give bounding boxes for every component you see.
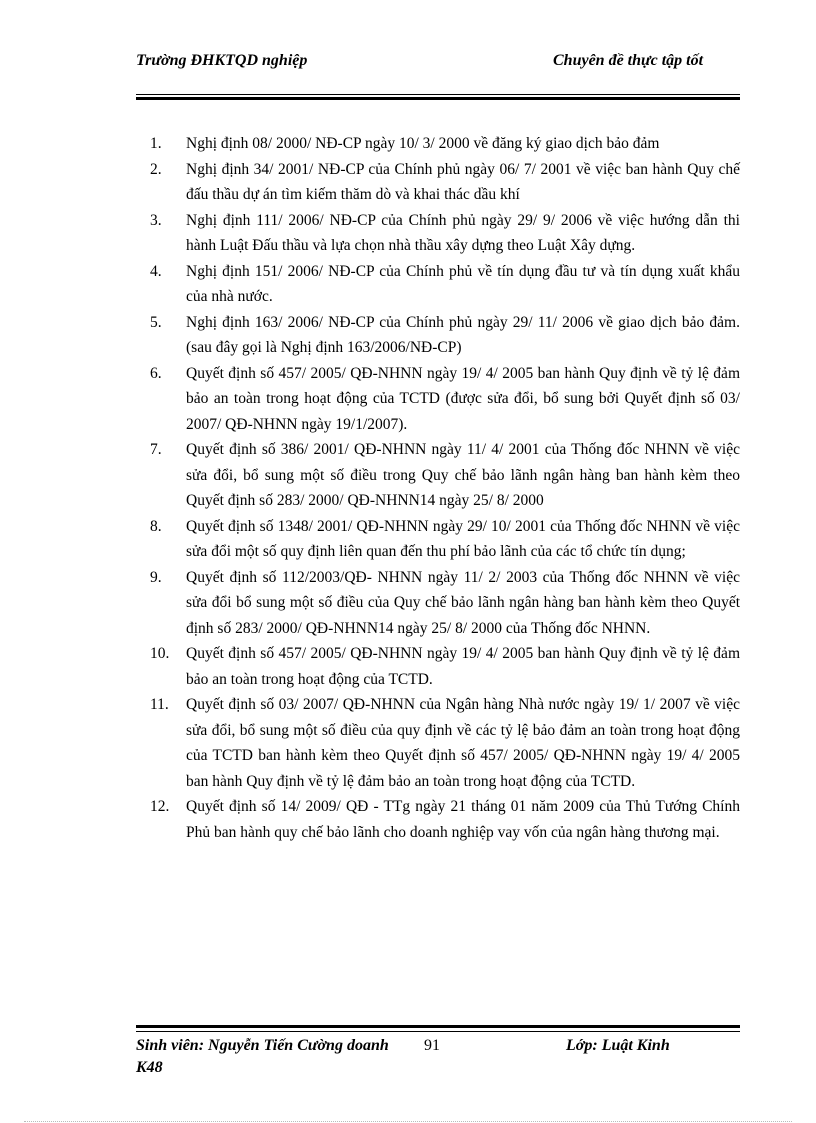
reference-text: Quyết định số 112/2003/QĐ- NHNN ngày 11/ 2/ 2003 của Thống đốc NHNN về việc sửa đổi bổ sung một số điều của Quy chế bảo lãnh ngân hàng ban hành kèm theo Quyết định số 283/ 2000/ QĐ-NHNN14 ngày 25/ 8/ 2000 của Thống đốc NHNN. xyxy=(186,568,740,637)
footer-class: Lớp: Luật Kinh xyxy=(566,1037,670,1054)
reference-text: Nghị định 163/ 2006/ NĐ-CP của Chính phủ ngày 29/ 11/ 2006 về giao dịch bảo đảm. (sau đây gọi là Nghị định 163/2006/NĐ-CP) xyxy=(186,313,740,356)
reference-number: 6. xyxy=(150,364,162,382)
reference-text: Quyết định số 03/ 2007/ QĐ-NHNN của Ngân hàng Nhà nước ngày 19/ 1/ 2007 về việc sửa đổi, bổ sung một số điều của quy định về các tỷ lệ bảo đảm an toàn trong hoạt động của TCTD ban hành kèm theo Quyết định số 457/ 2005/ QĐ-NHNN ngày 19/ 4/ 2005 ban hành Quy định về tỷ lệ đảm bảo an toàn trong hoạt động của TCTD. xyxy=(186,696,740,790)
reference-number: 12. xyxy=(150,798,170,815)
reference-text: Quyết định số 457/ 2005/ QĐ-NHNN ngày 19/ 4/ 2005 ban hành Quy định về tỷ lệ đảm bảo an toàn trong hoạt động của TCTD. xyxy=(186,645,740,688)
reference-text: Quyết định số 1348/ 2001/ QĐ-NHNN ngày 29/ 10/ 2001 của Thống đốc NHNN về việc sửa đổi một số quy định liên quan đến thu phí bảo lãnh của các tổ chức tín dụng; xyxy=(186,517,740,560)
reference-item xyxy=(150,208,740,259)
reference-text: Nghị định 08/ 2000/ NĐ-CP ngày 10/ 3/ 2000 về đăng ký giao dịch bảo đảm xyxy=(186,135,660,152)
footer-rule-thick xyxy=(136,1025,740,1028)
reference-number: 3. xyxy=(150,211,162,229)
reference-number: 8. xyxy=(150,517,162,535)
page-bottom-divider xyxy=(24,1121,792,1122)
reference-item xyxy=(150,514,740,565)
reference-item xyxy=(150,641,740,692)
reference-item xyxy=(150,437,740,514)
reference-item xyxy=(150,259,740,310)
reference-text: Nghị định 111/ 2006/ NĐ-CP của Chính phủ ngày 29/ 9/ 2006 về việc hướng dẫn thi hành Luật Đấu thầu và lựa chọn nhà thầu xây dựng theo Luật Xây dựng. xyxy=(186,211,740,254)
reference-text: Quyết định số 386/ 2001/ QĐ-NHNN ngày 11/ 4/ 2001 của Thống đốc NHNN về việc sửa đổi, bổ sung một số điều trong Quy chế bảo lãnh ngân hàng ban hành kèm theo Quyết định số 283/ 2000/ QĐ-NHNN14 ngày 25/ 8/ 2000 xyxy=(186,441,740,509)
reference-number: 5. xyxy=(150,313,162,331)
footer-rule-thin xyxy=(136,1031,740,1032)
reference-text: Quyết định số 457/ 2005/ QĐ-NHNN ngày 19/ 4/ 2005 ban hành Quy định về tỷ lệ đảm bảo an toàn trong hoạt động của TCTD (được sửa đổi, bổ sung bởi Quyết định số 03/ 2007/ QĐ-NHNN ngày 19/1/2007). xyxy=(186,364,740,433)
reference-item xyxy=(150,361,740,438)
header-left-text: Trường ĐHKTQD nghiệp xyxy=(136,52,308,69)
header-rule-thin xyxy=(136,94,740,95)
reference-item xyxy=(150,692,740,794)
reference-number: 11. xyxy=(150,696,169,713)
reference-number: 10. xyxy=(150,645,170,662)
reference-list xyxy=(150,131,740,845)
reference-number: 2. xyxy=(150,160,162,178)
header-right-text: Chuyên đề thực tập tốt xyxy=(553,52,704,69)
reference-item xyxy=(150,310,740,361)
header-rule-thick xyxy=(136,97,740,100)
reference-number: 1. xyxy=(150,135,162,152)
page-number: 91 xyxy=(424,1037,440,1054)
footer-student: Sinh viên: Nguyễn Tiến Cường doanh K48 xyxy=(136,1037,389,1076)
reference-number: 9. xyxy=(150,568,162,586)
reference-item xyxy=(150,157,740,208)
reference-item xyxy=(150,565,740,642)
reference-item xyxy=(150,794,740,845)
reference-text: Nghị định 151/ 2006/ NĐ-CP của Chính phủ về tín dụng đầu tư và tín dụng xuất khẩu của nhà nước. xyxy=(186,262,740,305)
reference-number: 7. xyxy=(150,441,162,458)
reference-text: Nghị định 34/ 2001/ NĐ-CP của Chính phủ ngày 06/ 7/ 2001 về việc ban hành Quy chế đấu thầu dự án tìm kiếm thăm dò và khai thác dầu khí xyxy=(186,160,740,203)
reference-text: Quyết định số 14/ 2009/ QĐ - TTg ngày 21 tháng 01 năm 2009 của Thủ Tướng Chính Phủ ban hành quy chế bảo lãnh cho doanh nghiệp vay vốn của ngân hàng thương mại. xyxy=(186,798,740,841)
reference-item xyxy=(150,131,740,157)
reference-number: 4. xyxy=(150,262,162,280)
